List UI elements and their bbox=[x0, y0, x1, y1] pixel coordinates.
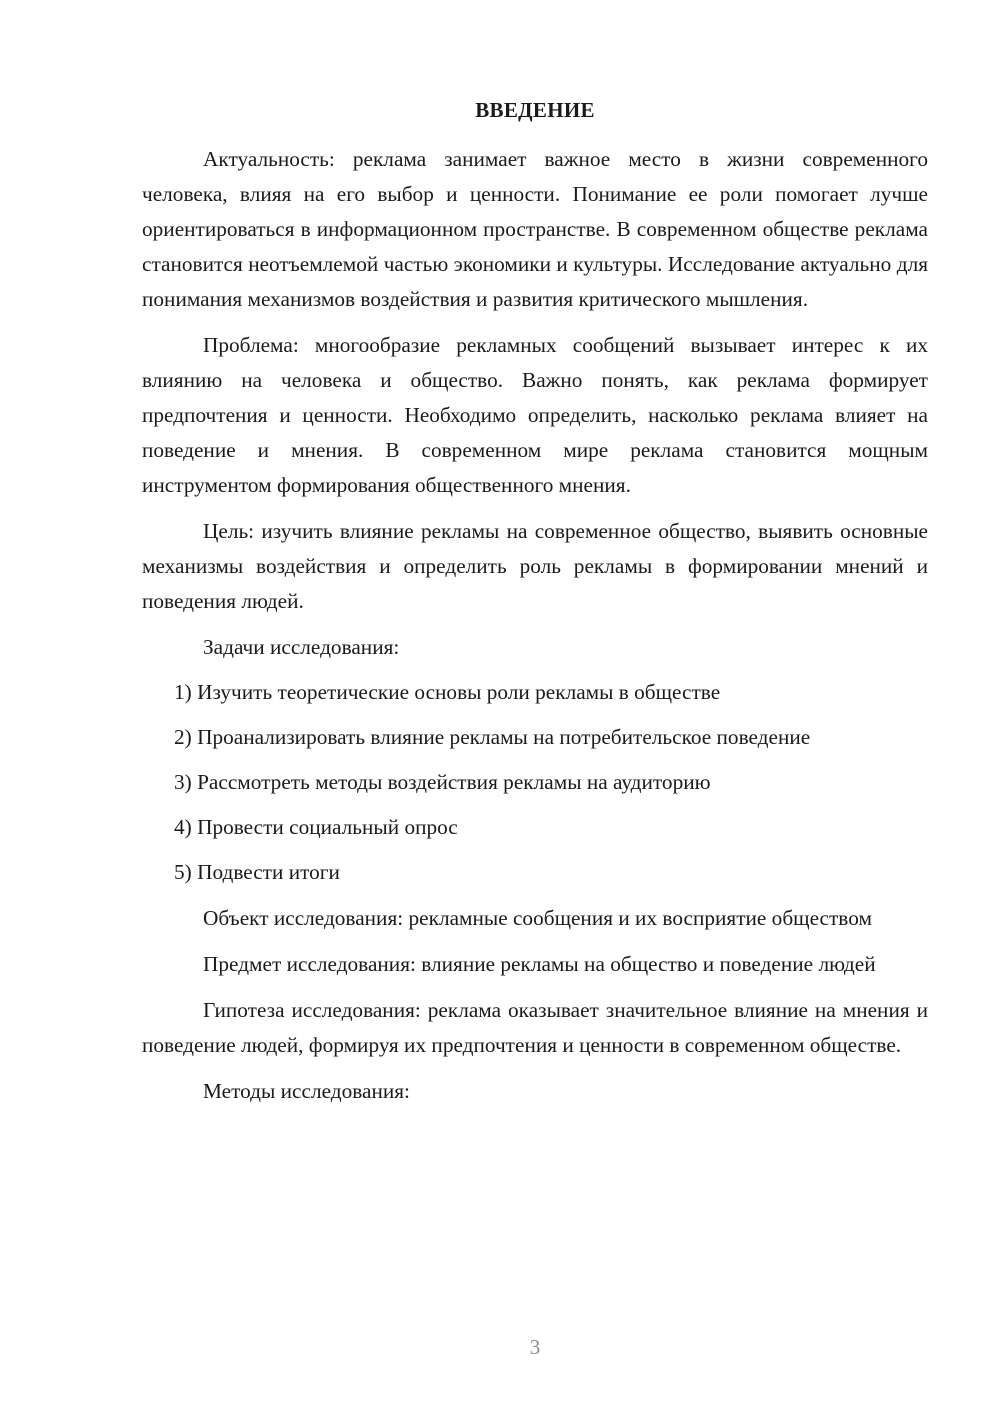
list-item: 3) Рассмотреть методы воздействия рекламы на аудиторию bbox=[174, 770, 711, 794]
object-paragraph: Объект исследования: рекламные сообщения и их восприятие обществом bbox=[203, 906, 872, 930]
list-item: 2) Проанализировать влияние рекламы на потребительское поведение bbox=[174, 725, 811, 749]
goal-paragraph: Цель: изучить влияние рекламы на современное общество, выявить основные механизмы воздействия и определить роль рекламы в формировании мнений и поведения людей. bbox=[142, 519, 928, 613]
methods-title: Методы исследования: bbox=[203, 1079, 410, 1103]
page-number: 3 bbox=[529, 1335, 541, 1359]
list-item: 5) Подвести итоги bbox=[174, 860, 340, 884]
hypothesis-paragraph: Гипотеза исследования: реклама оказывает значительное влияние на мнения и поведение людей, формируя их предпочтения и ценности в современном обществе. bbox=[142, 998, 928, 1057]
list-item: 4) Провести социальный опрос bbox=[174, 815, 458, 839]
page-title: ВВЕДЕНИЕ bbox=[475, 98, 595, 122]
subject-paragraph: Предмет исследования: влияние рекламы на общество и поведение людей bbox=[203, 952, 876, 976]
relevance-paragraph: Актуальность: реклама занимает важное место в жизни современного человека, влияя на его выбор и ценности. Понимание ее роли помогает лучше ориентироваться в информационном пространстве. В современном обществе реклама становится неотъемлемой частью экономики и культуры. Исследование актуально для понимания механизмов воздействия и развития критического мышления. bbox=[142, 147, 928, 311]
list-item: 1) Изучить теоретические основы роли рекламы в обществе bbox=[174, 680, 721, 704]
problem-paragraph: Проблема: многообразие рекламных сообщений вызывает интерес к их влиянию на человека и общество. Важно понять, как реклама формирует предпочтения и ценности. Необходимо определить, насколько реклама влияет на поведение и мнения. В современном мире реклама становится мощным инструментом формирования общественного мнения. bbox=[142, 333, 928, 497]
document-body bbox=[142, 142, 928, 1109]
tasks-title: Задачи исследования: bbox=[203, 635, 400, 659]
tasks-list bbox=[142, 675, 928, 890]
document-page bbox=[142, 0, 928, 1414]
